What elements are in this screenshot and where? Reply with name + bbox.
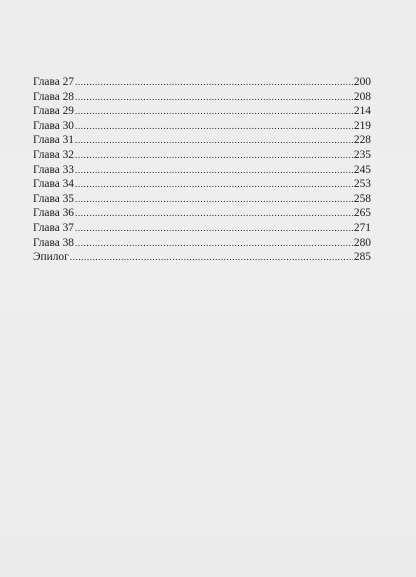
toc-dot-leader — [75, 148, 353, 163]
toc-dot-leader — [75, 119, 353, 134]
toc-dot-leader — [75, 75, 353, 90]
toc-entry-title: Глава 31 — [33, 134, 74, 147]
toc-dot-leader — [75, 236, 353, 251]
toc-entry-title: Глава 38 — [33, 236, 74, 249]
toc-entry — [33, 133, 371, 148]
toc-entry-title: Глава 28 — [33, 90, 74, 103]
toc-entry-title: Глава 29 — [33, 105, 74, 118]
toc-entry-title: Глава 36 — [33, 207, 74, 220]
toc-dot-leader — [75, 192, 353, 207]
toc-entry — [33, 192, 371, 207]
toc-entry-title: Глава 34 — [33, 178, 74, 191]
toc-entry — [33, 75, 371, 90]
toc-entry — [33, 148, 371, 163]
toc-entry-page: 285 — [353, 251, 371, 264]
toc-entry-title: Глава 30 — [33, 119, 74, 132]
toc-entry-page: 214 — [353, 105, 371, 118]
toc-entry — [33, 119, 371, 134]
toc-entry-page: 265 — [353, 207, 371, 220]
toc-dot-leader — [75, 163, 353, 178]
toc-entry-page: 208 — [353, 90, 371, 103]
toc-entry-title: Глава 35 — [33, 192, 74, 205]
toc-entry — [33, 163, 371, 178]
toc-entry-page: 228 — [353, 134, 371, 147]
toc-entry-title: Глава 27 — [33, 76, 74, 88]
toc-dot-leader — [75, 104, 353, 119]
toc-dot-leader — [75, 133, 353, 148]
toc-entry-page: 253 — [353, 178, 371, 191]
toc-dot-leader — [75, 177, 353, 192]
toc-entry-page: 235 — [353, 148, 371, 161]
toc-entry — [33, 206, 371, 221]
toc-entry — [33, 104, 371, 119]
table-of-contents — [33, 75, 371, 265]
toc-entry-title: Глава 33 — [33, 163, 74, 176]
toc-entry-title: Эпилог — [33, 251, 69, 264]
toc-dot-leader — [70, 250, 353, 265]
toc-entry-page: 280 — [353, 236, 371, 249]
toc-entry — [33, 221, 371, 236]
toc-entry — [33, 90, 371, 105]
toc-entry — [33, 177, 371, 192]
toc-entry-page: 200 — [353, 76, 371, 88]
toc-entry-title: Глава 37 — [33, 221, 74, 234]
toc-dot-leader — [75, 221, 353, 236]
toc-entry — [33, 250, 371, 265]
toc-entry-title: Глава 32 — [33, 148, 74, 161]
toc-entry-page: 258 — [353, 192, 371, 205]
toc-entry-page: 271 — [353, 221, 371, 234]
toc-dot-leader — [75, 90, 353, 105]
toc-dot-leader — [75, 206, 353, 221]
toc-entry-page: 219 — [353, 119, 371, 132]
toc-entry-page: 245 — [353, 163, 371, 176]
toc-entry — [33, 236, 371, 251]
